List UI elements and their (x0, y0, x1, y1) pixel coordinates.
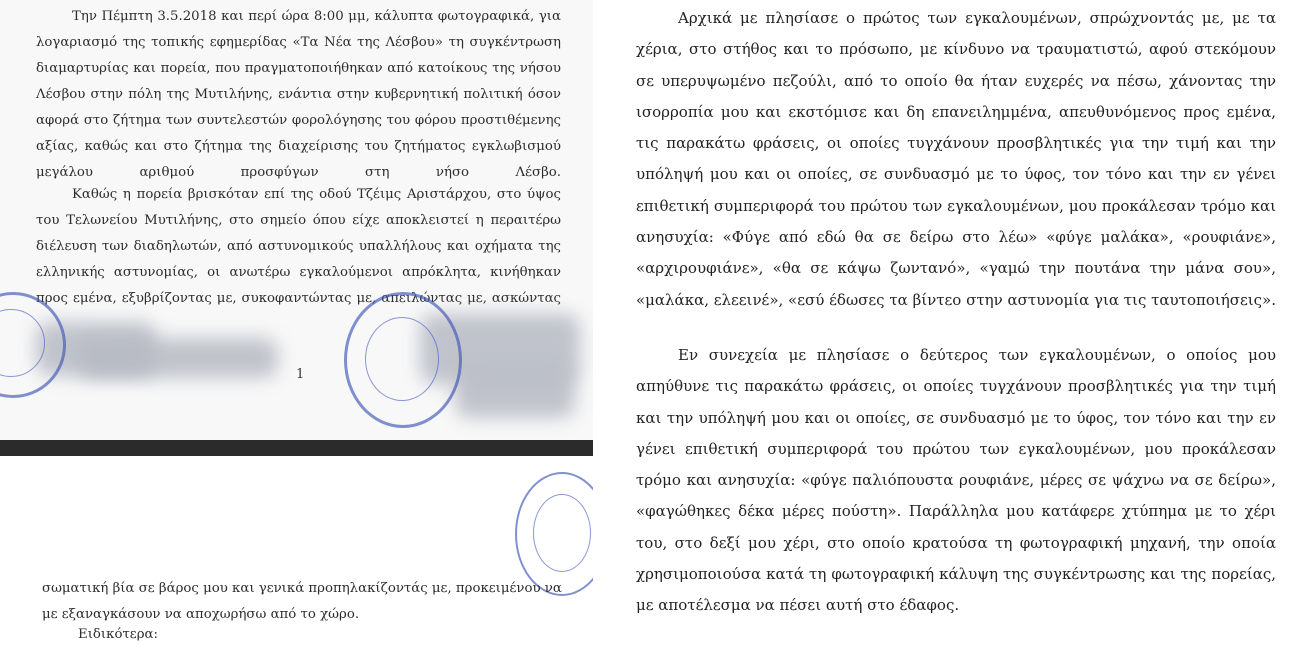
right-document-page (606, 0, 1310, 653)
left-document-page (0, 0, 593, 653)
left-paragraph-2-text: Καθώς η πορεία βρισκόταν επί της οδού Τζέιμς Αριστάρχου, στο ύψος του Τελωνείου Μυτιλήνης, στο σημείο όπου είχε αποκλειστεί η περαιτέρω διέλευση των διαδηλωτών, από αστυνομικούς υπαλλήλους και οχήματα της ελληνικής αστυνομίας, οι ανωτέρω εγκαλούμενοι απρόκλητα, κινήθηκαν προς εμένα, εξυβρίζοντας με, συκοφαντώντας με, απειλώντας με, ασκώντας (36, 187, 561, 306)
subheading: Ειδικότερα: (78, 627, 158, 642)
redaction-blur (455, 368, 575, 418)
left-paragraph-1 (36, 4, 561, 186)
right-paragraph-1-text: Αρχικά με πλησίασε ο πρώτος των εγκαλουμένων, σπρώχνοντάς με, με τα χέρια, στο στήθος και το πρόσωπο, με κίνδυνο να τραυματιστώ, αφού στεκόμουν σε υπερυψωμένο πεζούλι, από το οποίο θα ήταν ευχερές να πέσω, χάνοντας την ισορροπία μου και εκστόμισε και δη επανειλημμένα, απευθυνόμενος προς εμένα, τις παρακάτω φράσεις, οι οποίες τυγχάνουν προσβλητικές για την τιμή και την υπόληψή μου και οι οποίες, σε συνδυασμό με το ύφος, τον τόνο και την εν γένει επιθετική συμπεριφορά του πρώτου των εγκαλουμένων, μου προκάλεσαν τρόμο και ανησυχία: «Φύγε από εδώ θα σε δείρω στο λέω» «φύγε μαλάκα», «ρουφιάνε», «αρχιρουφιάνε», «θα σε κάψω ζωντανό», «γαμώ την πουτάνα την μάνα σου», «μαλάκα, ελεεινέ», «εσύ έδωσες τα βίντεο στην αστυνομία για τις ταυτοποιήσεις». (636, 9, 1276, 309)
left-paragraph-2 (36, 182, 561, 312)
left-paragraph-1-text: Την Πέμπτη 3.5.2018 και περί ώρα 8:00 μμ, κάλυπτα φωτογραφικά, για λογαριασμό της τοπικής εφημερίδας «Τα Νέα της Λέσβου» τη συγκέντρωση διαμαρτυρίας και πορεία, που πραγματοποιήθηκαν από κατοίκους της νήσου Λέσβου στην πόλη της Μυτιλήνης, ενάντια στην κυβερνητική πολιτική όσον αφορά στο ζήτημα των συντελεστών φορολόγησης του φόρου προστιθέμενης αξίας, καθώς και στο ζήτημα της διαχείρισης του ζητήματος εγκλωβισμού μεγάλου αριθμού προσφύγων στη νήσο Λέσβο. (36, 9, 561, 180)
left-continuation-text: σωματική βία σε βάρος μου και γενικά προπηλακίζοντάς με, προκειμένου να με εξαναγκάσουν να αποχωρήσω από το χώρο. (42, 581, 562, 622)
page-number: 1 (296, 367, 305, 382)
scan-separator-band (0, 440, 593, 456)
right-paragraph-1 (636, 3, 1276, 316)
official-stamp (344, 292, 462, 428)
right-paragraph-2 (636, 340, 1276, 622)
redaction-blur (78, 338, 278, 378)
right-paragraph-2-text: Εν συνεχεία με πλησίασε ο δεύτερος των εγκαλουμένων, ο οποίος μου απηύθυνε τις παρακάτω φράσεις, οι οποίες τυγχάνουν προσβλητικές για την τιμή και την υπόληψή μου και οι οποίες, σε συνδυασμό με το ύφος, τον τόνο και την εν γένει επιθετική συμπεριφορά του πρώτου των εγκαλουμένων, μου προκάλεσαν τρόμο και ανησυχία: «φύγε παλιόπουστα ρουφιάνε, μέρες σε ψάχνω να σε δείρω», «φαγώθηκες δέκα μέρες πούστη». Παράλληλα μου κατάφερε χτύπημα με το χέρι του, στο δεξί μου χέρι, στο οποίο κρατούσα τη φωτογραφική μηχανή, την οποία χρησιμοποιούσα κατά τη φωτογραφική κάλυψη της συγκέντρωσης και της πορείας, με αποτέλεσμα να πέσει αυτή στο έδαφος. (636, 346, 1276, 615)
